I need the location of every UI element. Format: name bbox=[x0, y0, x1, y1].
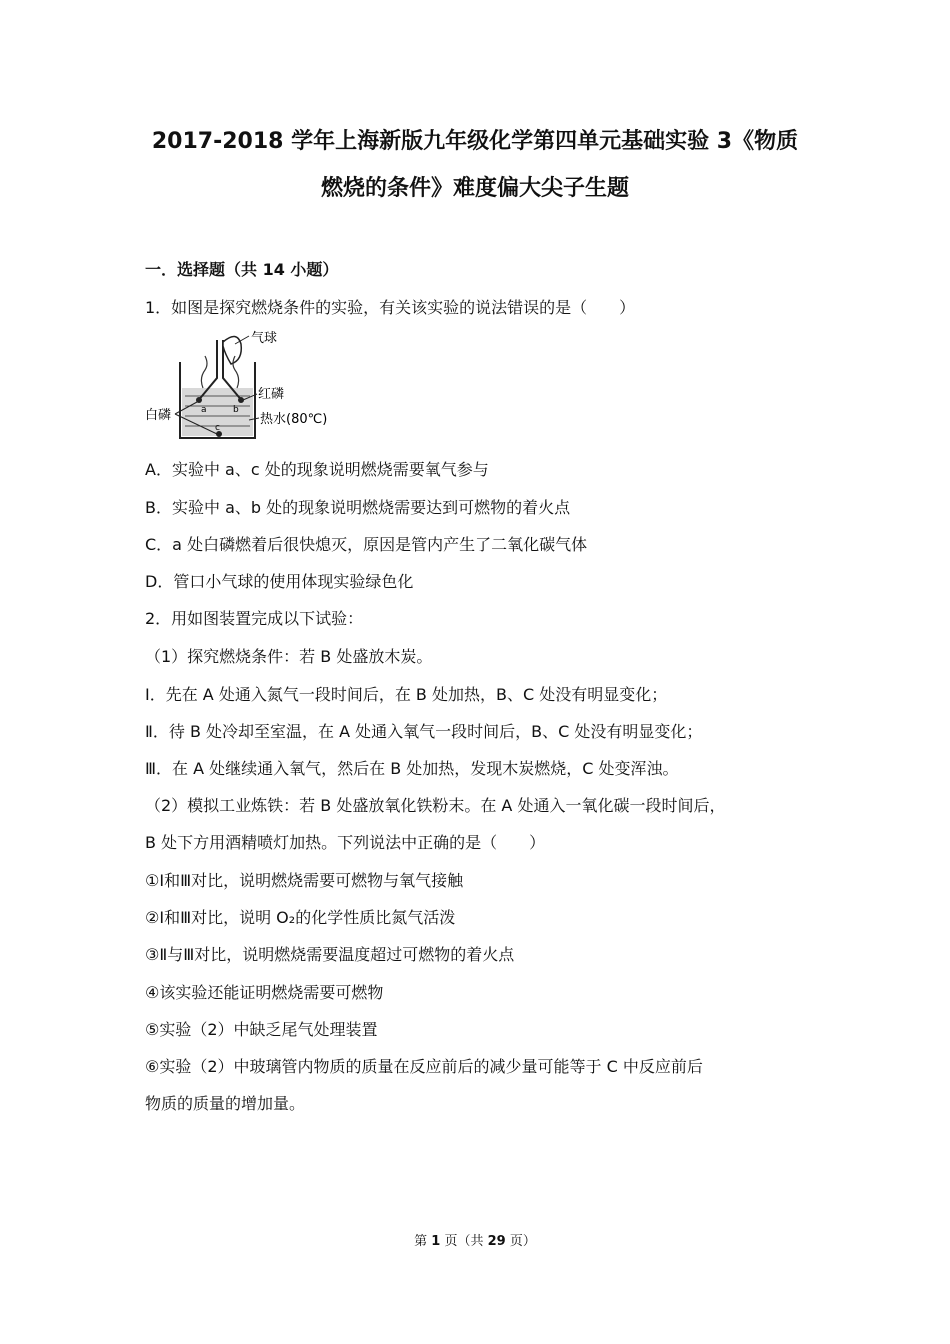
q1-option-b: B．实验中 a、b 处的现象说明燃烧需要达到可燃物的着火点 bbox=[145, 498, 571, 517]
title-line-2: 燃烧的条件》难度偏大尖子生题 bbox=[320, 176, 629, 201]
label-balloon: 气球 bbox=[251, 331, 278, 346]
q2-step-3: Ⅲ．在 A 处继续通入氧气，然后在 B 处加热，发现木炭燃烧，C 处变浑浊。 bbox=[145, 759, 679, 778]
q1-option-d: D．管口小气球的使用体现实验绿色化 bbox=[145, 572, 414, 591]
q2-part-2-line-2: B 处下方用酒精喷灯加热。下列说法中正确的是（ ） bbox=[145, 833, 546, 852]
footer-pre: 第 bbox=[414, 1234, 432, 1249]
document-title bbox=[120, 118, 830, 212]
q2-statement-4: ④该实验还能证明燃烧需要可燃物 bbox=[145, 983, 384, 1002]
label-a: a bbox=[201, 405, 207, 415]
q2-statement-6: ⑥实验（2）中玻璃管内物质的质量在反应前后的减少量可能等于 C 中反应前后 bbox=[145, 1057, 703, 1076]
q2-part-1: （1）探究燃烧条件：若 B 处盛放木炭。 bbox=[145, 647, 433, 666]
question-2-stem: 2．用如图装置完成以下试验： bbox=[145, 609, 364, 628]
q2-statement-5: ⑤实验（2）中缺乏尾气处理装置 bbox=[145, 1020, 378, 1039]
q1-option-a: A．实验中 a、c 处的现象说明燃烧需要氧气参与 bbox=[145, 460, 489, 479]
q2-part-2-line-1: （2）模拟工业炼铁：若 B 处盛放氧化铁粉末。在 A 处通入一氧化碳一段时间后， bbox=[145, 796, 726, 815]
footer-page-number: 1 bbox=[431, 1234, 441, 1249]
q2-step-2: Ⅱ．待 B 处冷却至室温，在 A 处通入氧气一段时间后，B、C 处没有明显变化； bbox=[145, 722, 703, 741]
label-c: c bbox=[215, 423, 220, 433]
q2-statement-1: ①Ⅰ和Ⅲ对比，说明燃烧需要可燃物与氧气接触 bbox=[145, 871, 464, 890]
q2-step-1: Ⅰ．先在 A 处通入氮气一段时间后，在 B 处加热，B、C 处没有明显变化； bbox=[145, 685, 668, 704]
label-white-phosphorus: 白磷 bbox=[145, 408, 172, 423]
footer-total-pages: 29 bbox=[487, 1234, 506, 1249]
balloon bbox=[223, 336, 241, 364]
q2-statement-6-cont: 物质的质量的增加量。 bbox=[145, 1094, 306, 1113]
combustion-apparatus-figure bbox=[145, 330, 335, 445]
question-1-stem: 1．如图是探究燃烧条件的实验，有关该实验的说法错误的是（ ） bbox=[145, 298, 636, 317]
section-heading: 一．选择题（共 14 小题） bbox=[145, 260, 339, 279]
label-hot-water: 热水(80℃) bbox=[260, 412, 328, 427]
q1-option-c: C．a 处白磷燃着后很快熄灭，原因是管内产生了二氧化碳气体 bbox=[145, 535, 588, 554]
q2-statement-2: ②Ⅰ和Ⅲ对比，说明 O₂的化学性质比氮气活泼 bbox=[145, 908, 456, 927]
label-red-phosphorus: 红磷 bbox=[258, 387, 285, 402]
label-b: b bbox=[233, 405, 239, 415]
footer-mid: 页（共 bbox=[440, 1234, 488, 1249]
title-line-1: 2017-2018 学年上海新版九年级化学第四单元基础实验 3《物质 bbox=[151, 129, 799, 154]
footer-post: 页） bbox=[505, 1234, 536, 1249]
page-footer bbox=[0, 1230, 950, 1249]
q2-statement-3: ③Ⅱ与Ⅲ对比，说明燃烧需要温度超过可燃物的着火点 bbox=[145, 945, 515, 964]
